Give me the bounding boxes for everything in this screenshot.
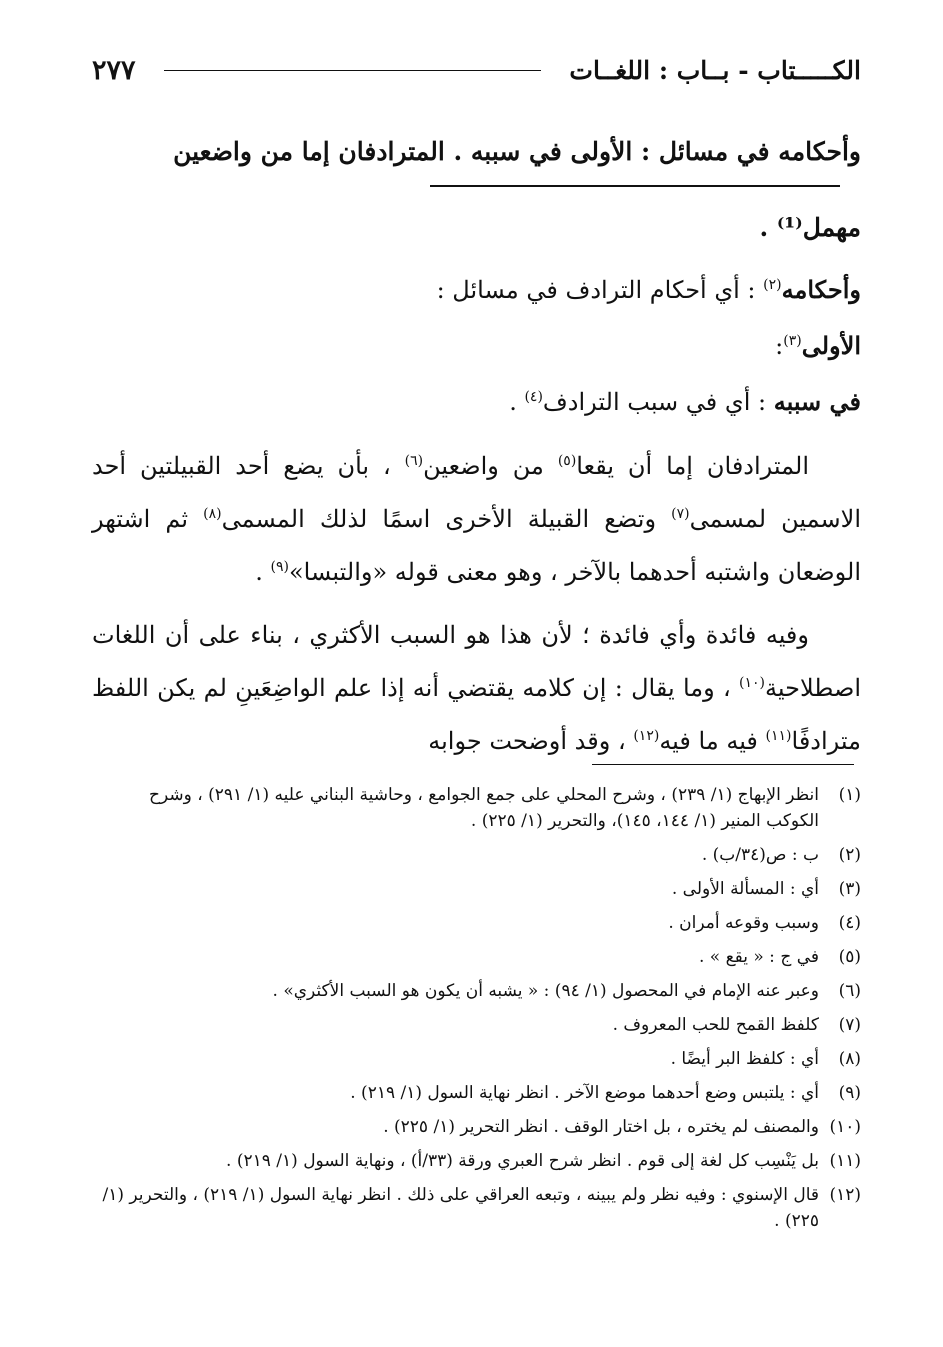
commentary-text: وتضع القبيلة الأخرى اسمًا لذلك المسمى	[221, 505, 672, 533]
commentary-text: .	[255, 558, 271, 586]
footnote-text: كلفظ القمح للحب المعروف .	[612, 1015, 819, 1035]
lemma: وأحكامه	[781, 275, 861, 304]
commentary-line	[92, 262, 861, 318]
commentary-text: ، وما يقال : إن كلامه يقتضي أنه إذا علم الواضِعَينِ لم يكن اللفظ مترادفًا	[92, 674, 861, 755]
running-title: الكـــــتاب - بــاب : اللغــات	[569, 55, 861, 85]
footnote-item	[92, 1046, 861, 1072]
commentary-body	[92, 262, 861, 768]
commentary-text: وفيه فائدة وأي فائدة ؛ لأن هذا هو السبب الأكثري ، بناء على أن اللغات اصطلاحية	[92, 621, 861, 702]
footnote-item	[92, 1114, 861, 1140]
lemma: في سببه	[773, 387, 861, 416]
commentary-line	[92, 318, 861, 374]
footnote-number: (٩)	[838, 1083, 861, 1103]
running-header	[92, 52, 861, 88]
footnote-item	[92, 842, 861, 868]
matn-text: وأحكامه في مسائل : الأولى في سببه . المترادفان إما من واضعين	[173, 137, 861, 166]
footnote-number: (٧)	[838, 1015, 861, 1035]
footnote-text: ب : ص(٣٤/ب) .	[701, 845, 819, 865]
footnotes	[92, 782, 861, 1242]
footnote-marker: (١٠)	[739, 675, 765, 691]
footnote-marker: (٣)	[783, 333, 802, 349]
commentary-text: المترادفان إما أن يقعا	[576, 452, 809, 480]
footnote-number: (١١)	[829, 1151, 861, 1171]
footnote-number: (٨)	[838, 1049, 861, 1069]
footnote-number: (٥)	[838, 947, 861, 967]
footnote-text: قال الإسنوي : وفيه نظر ولم يبينه ، وتبعه العراقي على ذلك . انظر نهاية السول (١/ ٢١٩) ، والتحرير (١/ ٢٢٥) .	[102, 1185, 819, 1231]
lemma: الأولى	[801, 331, 861, 360]
commentary-text: ، وقد أوضحت جوابه	[428, 727, 634, 755]
footnote-separator	[592, 764, 854, 765]
footnote-number: (٣)	[838, 879, 861, 899]
footnote-marker: (١١)	[765, 728, 792, 744]
commentary-text: ، بأن يضع أحد القبيلتين أحد الاسمين لمسمى	[92, 452, 861, 533]
footnote-number: (٤)	[838, 913, 861, 933]
matn-underline	[430, 185, 840, 187]
footnote-marker: (١٢)	[633, 728, 660, 744]
footnote-item	[92, 1080, 861, 1106]
footnote-marker: (٩)	[270, 559, 289, 575]
page-number: ٢٧٧	[92, 54, 136, 86]
footnote-marker: (٦)	[404, 453, 424, 469]
footnote-text: أي : يلتبس وضع أحدهما موضع الآخر . انظر نهاية السول (١/ ٢١٩) .	[350, 1083, 819, 1103]
footnote-marker: (٤)	[524, 389, 543, 405]
matn-text-continued: مهمل⁽¹⁾ .	[759, 213, 861, 242]
commentary-text: من واضعين	[423, 452, 558, 480]
footnote-marker: (٧)	[671, 506, 690, 522]
footnote-item	[92, 1182, 861, 1234]
commentary-text: .	[509, 388, 525, 416]
footnote-item	[92, 1012, 861, 1038]
footnote-marker: (٢)	[763, 277, 782, 293]
commentary-text: فيه ما فيه	[659, 727, 766, 755]
footnote-number: (١٠)	[829, 1117, 861, 1137]
commentary-line	[92, 374, 861, 430]
commentary-text: :	[775, 332, 784, 360]
footnote-text: أي : كلفظ البر أيضًا .	[670, 1049, 819, 1069]
footnote-number: (٢)	[838, 845, 861, 865]
footnote-item	[92, 782, 861, 834]
footnote-item	[92, 1148, 861, 1174]
footnote-text: بل يَنْسِب كل لغة إلى قوم . انظر شرح العبري ورقة (٣٣/أ) ، ونهاية السول (١/ ٢١٩) .	[226, 1151, 819, 1171]
commentary-text: : أي أحكام الترادف في مسائل :	[436, 276, 764, 304]
header-rule	[164, 70, 542, 71]
footnote-text: وعبر عنه الإمام في المحصول (١/ ٩٤) : « يشبه أن يكون هو السبب الأكثري» .	[272, 981, 819, 1001]
footnote-text: انظر الإبهاج (١/ ٢٣٩) ، وشرح المحلي على جمع الجوامع ، وحاشية البناني عليه (١/ ٢٩١) ، وشرح الكوكب المنير (١/ ١٤٤، ١٤٥)، والتحرير (١/ ٢٢٥) .	[149, 785, 819, 831]
footnote-text: أي : المسألة الأولى .	[671, 879, 819, 899]
footnote-item	[92, 910, 861, 936]
footnote-number: (١٢)	[829, 1185, 861, 1205]
footnote-item	[92, 944, 861, 970]
footnote-number: (٦)	[838, 981, 861, 1001]
commentary-text: : أي في سبب الترادف	[542, 388, 774, 416]
commentary-paragraph	[92, 609, 861, 768]
footnote-text: في ج : « يقع » .	[698, 947, 819, 967]
footnote-item	[92, 978, 861, 1004]
footnote-item	[92, 876, 861, 902]
footnote-text: وسبب وقوعه أمران .	[668, 913, 819, 933]
commentary-paragraph	[92, 440, 861, 599]
footnote-marker: (٥)	[557, 453, 577, 469]
footnote-marker: (٨)	[203, 506, 222, 522]
commentary-text: ثم اشتهر الوضعان واشتبه أحدهما بالآخر ، وهو معنى قوله «والتبسا»	[92, 505, 861, 586]
footnote-text: والمصنف لم يختره ، بل اختار الوقف . انظر التحرير (١/ ٢٢٥) .	[383, 1117, 819, 1137]
footnote-number: (١)	[838, 785, 861, 805]
